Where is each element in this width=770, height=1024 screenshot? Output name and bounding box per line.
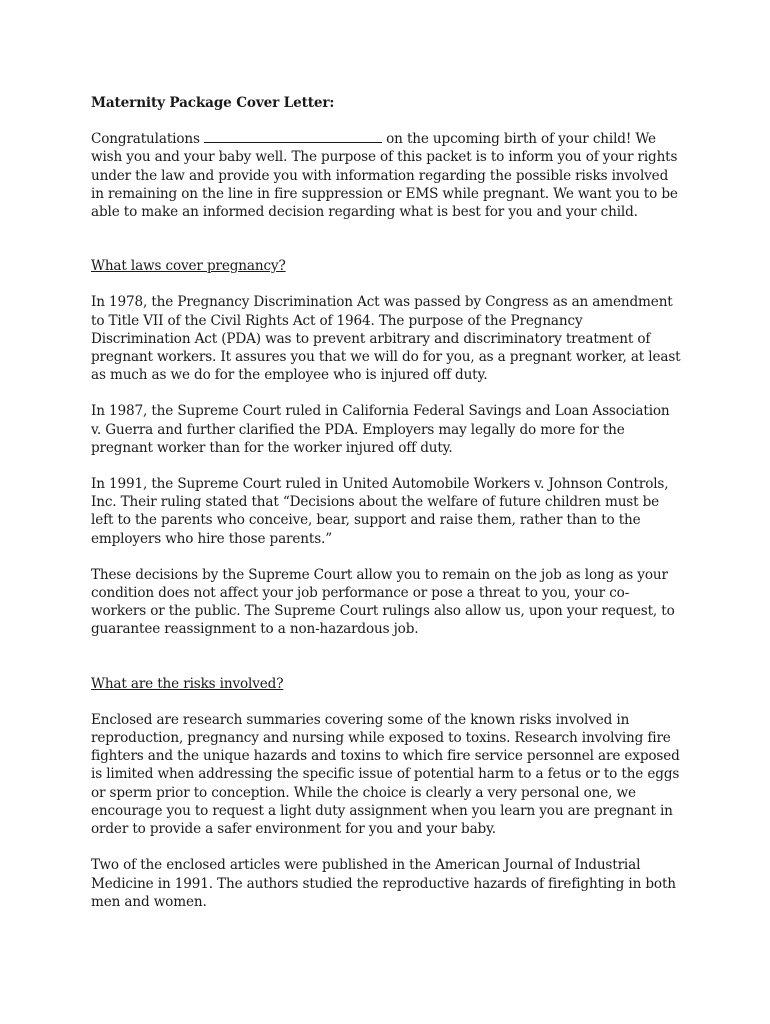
paragraph-supreme-court-decisions: These decisions by the Supreme Court allow you to remain on the job as long as your condition does not affect your job performance or pose a threat to you, your co-workers or the public. The Supreme Court rulings also allow us, upon your request, to guarantee reassignment to a non-hazardous job.	[91, 566, 675, 638]
intro-paragraph	[91, 130, 683, 221]
paragraph-pda-1978: In 1978, the Pregnancy Discrimination Act was passed by Congress as an amendment to Title VII of the Civil Rights Act of 1964. The purpose of the Pregnancy Discrimination Act (PDA) was to prevent arbitrary and discriminatory treatment of pregnant workers. It assures you that we will do for you, as a pregnant worker, at least as much as we do for the employee who is injured off duty.	[91, 294, 681, 384]
spacer	[91, 657, 683, 675]
document-title: Maternity Package Cover Letter:	[91, 95, 335, 111]
paragraph-guerra-1987: In 1987, the Supreme Court ruled in California Federal Savings and Loan Association v. Guerra and further clarified the PDA. Employers may legally do more for the pregnant worker than for the worker injured off duty.	[91, 403, 670, 456]
section-heading-laws: What laws cover pregnancy?	[91, 258, 286, 275]
paragraph-johnson-controls-1991: In 1991, the Supreme Court ruled in United Automobile Workers v. Johnson Controls, Inc. Their ruling stated that “Decisions about the welfare of future children must be left to the parents who conceive, bear, support and raise them, rather than to the employers who hire those parents.”	[91, 476, 669, 547]
section-heading-risks: What are the risks involved?	[91, 675, 284, 692]
paragraph-research-summaries: Enclosed are research summaries covering some of the known risks involved in reproduction, pregnancy and nursing while exposed to toxins. Research involving fire fighters and the unique hazards and toxins to which fire service personnel are exposed is limited when addressing the specific issue of potential harm to a fetus or to the eggs or sperm prior to conception. While the choice is clearly a very personal one, we encourage you to request a light duty assignment when you learn you are pregnant in order to provide a safer environment for you and your baby.	[91, 711, 680, 838]
paragraph-enclosed-articles: Two of the enclosed articles were published in the American Journal of Industrial Medicine in 1991. The authors studied the reproductive hazards of firefighting in both men and women.	[91, 857, 676, 910]
intro-congratulations: Congratulations	[91, 131, 200, 148]
intro-text: on the upcoming birth of your child! We wish you and your baby well. The purpose of this packet is to inform you of your rights under the law and provide you with information regarding the possible risks involved in remaining on the line in fire suppression or EMS while pregnant. We want you to be able to make an informed decision regarding what is best for you and your child.	[91, 131, 678, 221]
document-body	[91, 94, 683, 929]
spacer	[91, 239, 683, 257]
name-blank-line	[204, 130, 382, 143]
